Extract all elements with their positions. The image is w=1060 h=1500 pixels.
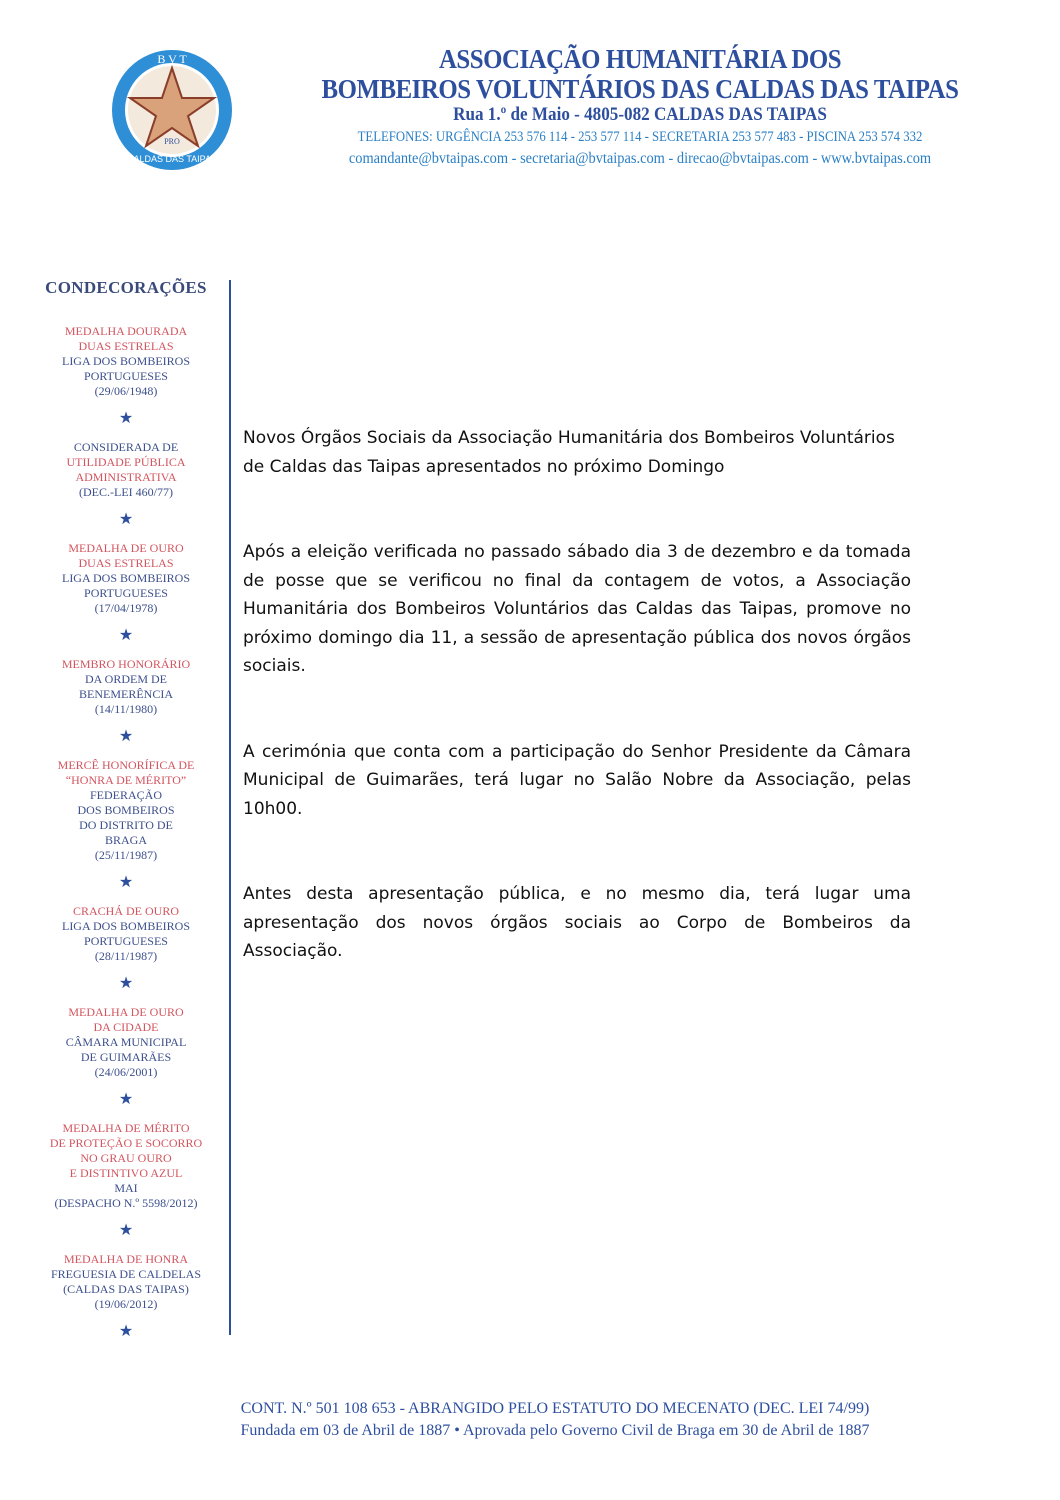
award-line: ADMINISTRATIVA — [75, 470, 177, 484]
svg-text:PRO: PRO — [164, 137, 180, 146]
contacts: comandante@bvtaipas.com - secretaria@bvtaipas.com - direcao@bvtaipas.com - www.bvtaipas.com — [348, 150, 932, 167]
phones: TELEFONES: URGÊNCIA 253 576 114 - 253 577 114 - SECRETARIA 253 577 483 - PISCINA 253 574 332 — [357, 129, 923, 145]
award-item — [36, 758, 216, 863]
paragraph: Após a eleição verificada no passado sábado dia 3 de dezembro e da tomada de posse que se verificou no final da contagem de votos, a Associação Humanitária dos Bombeiros Voluntários das Caldas das Taipas, promove no próximo domingo dia 11, a sessão de apresentação pública dos novos órgãos sociais. — [243, 542, 911, 676]
award-line: FREGUESIA DE CALDELAS — [50, 1267, 201, 1281]
star-separator-icon: ★ — [118, 728, 134, 745]
award-line: “HONRA DE MÉRITO” — [65, 773, 187, 787]
award-item — [36, 324, 216, 399]
award-item — [36, 904, 216, 964]
star-separator-icon: ★ — [118, 511, 134, 528]
award-line: PORTUGUESES — [84, 369, 168, 383]
award-line: DE PROTEÇÃO E SOCORRO — [49, 1136, 203, 1150]
award-line: E DISTINTIVO AZUL — [69, 1166, 183, 1180]
star-separator-icon: ★ — [118, 410, 134, 427]
footer-line2: Fundada em 03 de Abril de 1887 • Aprovada pelo Governo Civil de Braga em 30 de Abril de 1887 — [240, 1422, 870, 1439]
award-line: (25/11/1987) — [94, 848, 158, 862]
award-line: (29/06/1948) — [94, 384, 158, 398]
award-line: MEDALHA DE OURO — [68, 1005, 184, 1019]
award-line: DUAS ESTRELAS — [78, 339, 174, 353]
award-line: (17/04/1978) — [94, 601, 158, 615]
star-separator-icon: ★ — [118, 1323, 134, 1340]
award-line: (24/06/2001) — [94, 1065, 158, 1079]
award-line: MEMBRO HONORÁRIO — [61, 657, 191, 671]
address: Rua 1.º de Maio - 4805-082 CALDAS DAS TAIPAS — [453, 104, 827, 125]
award-item — [36, 657, 216, 717]
award-line: LIGA DOS BOMBEIROS — [61, 571, 190, 585]
award-line: CONSIDERADA DE — [73, 440, 179, 454]
star-separator-icon: ★ — [118, 874, 134, 891]
award-line: (19/06/2012) — [94, 1297, 158, 1311]
award-line: (CALDAS DAS TAIPAS) — [63, 1282, 189, 1296]
letter-body — [243, 424, 911, 993]
award-line: DA CIDADE — [93, 1020, 159, 1034]
decorations-title: CONDECORAÇÕES — [45, 278, 207, 297]
headline: Novos Órgãos Sociais da Associação Humanitária dos Bombeiros Voluntários de Caldas das Taipas apresentados no próximo Domingo — [243, 428, 895, 477]
award-line: DOS BOMBEIROS — [77, 803, 175, 817]
award-line: DUAS ESTRELAS — [78, 556, 174, 570]
award-line: (28/11/1987) — [94, 949, 158, 963]
svg-text:CALDAS DAS TAIPAS: CALDAS DAS TAIPAS — [126, 154, 218, 164]
star-separator-icon: ★ — [118, 1091, 134, 1108]
award-line: NO GRAU OURO — [80, 1151, 172, 1165]
award-item — [36, 440, 216, 500]
star-separator-icon: ★ — [118, 627, 134, 644]
award-line: UTILIDADE PÚBLICA — [66, 455, 186, 469]
award-line: (14/11/1980) — [94, 702, 158, 716]
award-line: CÂMARA MUNICIPAL — [65, 1035, 187, 1049]
award-line: PORTUGUESES — [84, 586, 168, 600]
award-line: DO DISTRITO DE — [79, 818, 173, 832]
paragraph: A cerimónia que conta com a participação do Senhor Presidente da Câmara Municipal de Guimarães, terá lugar no Salão Nobre da Associação, pelas 10h00. — [243, 741, 911, 819]
award-line: PORTUGUESES — [84, 934, 168, 948]
award-line: MERCÊ HONORÍFICA DE — [57, 758, 195, 772]
award-line: LIGA DOS BOMBEIROS — [61, 919, 190, 933]
association-title-line2: BOMBEIROS VOLUNTÁRIOS DAS CALDAS DAS TAIPAS — [321, 74, 959, 104]
award-line: BENEMERÊNCIA — [79, 687, 173, 701]
award-line: MAI — [114, 1181, 138, 1195]
star-separator-icon: ★ — [118, 1222, 134, 1239]
award-line: CRACHÁ DE OURO — [72, 904, 179, 918]
award-line: MEDALHA DOURADA — [64, 324, 188, 338]
award-line: MEDALHA DE MÉRITO — [62, 1121, 190, 1135]
award-line: (DEC.-LEI 460/77) — [79, 485, 173, 499]
award-item — [36, 1005, 216, 1080]
award-line: BRAGA — [104, 833, 147, 847]
award-line: MEDALHA DE HONRA — [64, 1252, 188, 1266]
award-item — [36, 1252, 216, 1312]
footer-line1: CONT. N.º 501 108 653 - ABRANGIDO PELO ESTATUTO DO MECENATO (DEC. LEI 74/99) — [240, 1400, 870, 1417]
svg-text:B V T: B V T — [157, 52, 187, 66]
divider-line — [229, 280, 231, 1335]
paragraph: Antes desta apresentação pública, e no mesmo dia, terá lugar uma apresentação dos novos órgãos sociais ao Corpo de Bombeiros da Associação. — [243, 884, 911, 961]
decorations-sidebar — [36, 278, 216, 1353]
association-logo — [110, 48, 234, 172]
association-title-line1: ASSOCIAÇÃO HUMANITÁRIA DOS — [438, 44, 842, 74]
award-line: DE GUIMARÃES — [80, 1050, 172, 1064]
award-line: MEDALHA DE OURO — [68, 541, 184, 555]
award-line: DA ORDEM DE — [84, 672, 167, 686]
award-item — [36, 1121, 216, 1211]
star-separator-icon: ★ — [118, 975, 134, 992]
awards-list — [36, 324, 216, 1340]
award-line: LIGA DOS BOMBEIROS — [61, 354, 190, 368]
award-line: FEDERAÇÃO — [89, 788, 162, 802]
award-line: (DESPACHO N.º 5598/2012) — [54, 1196, 198, 1210]
award-item — [36, 541, 216, 616]
